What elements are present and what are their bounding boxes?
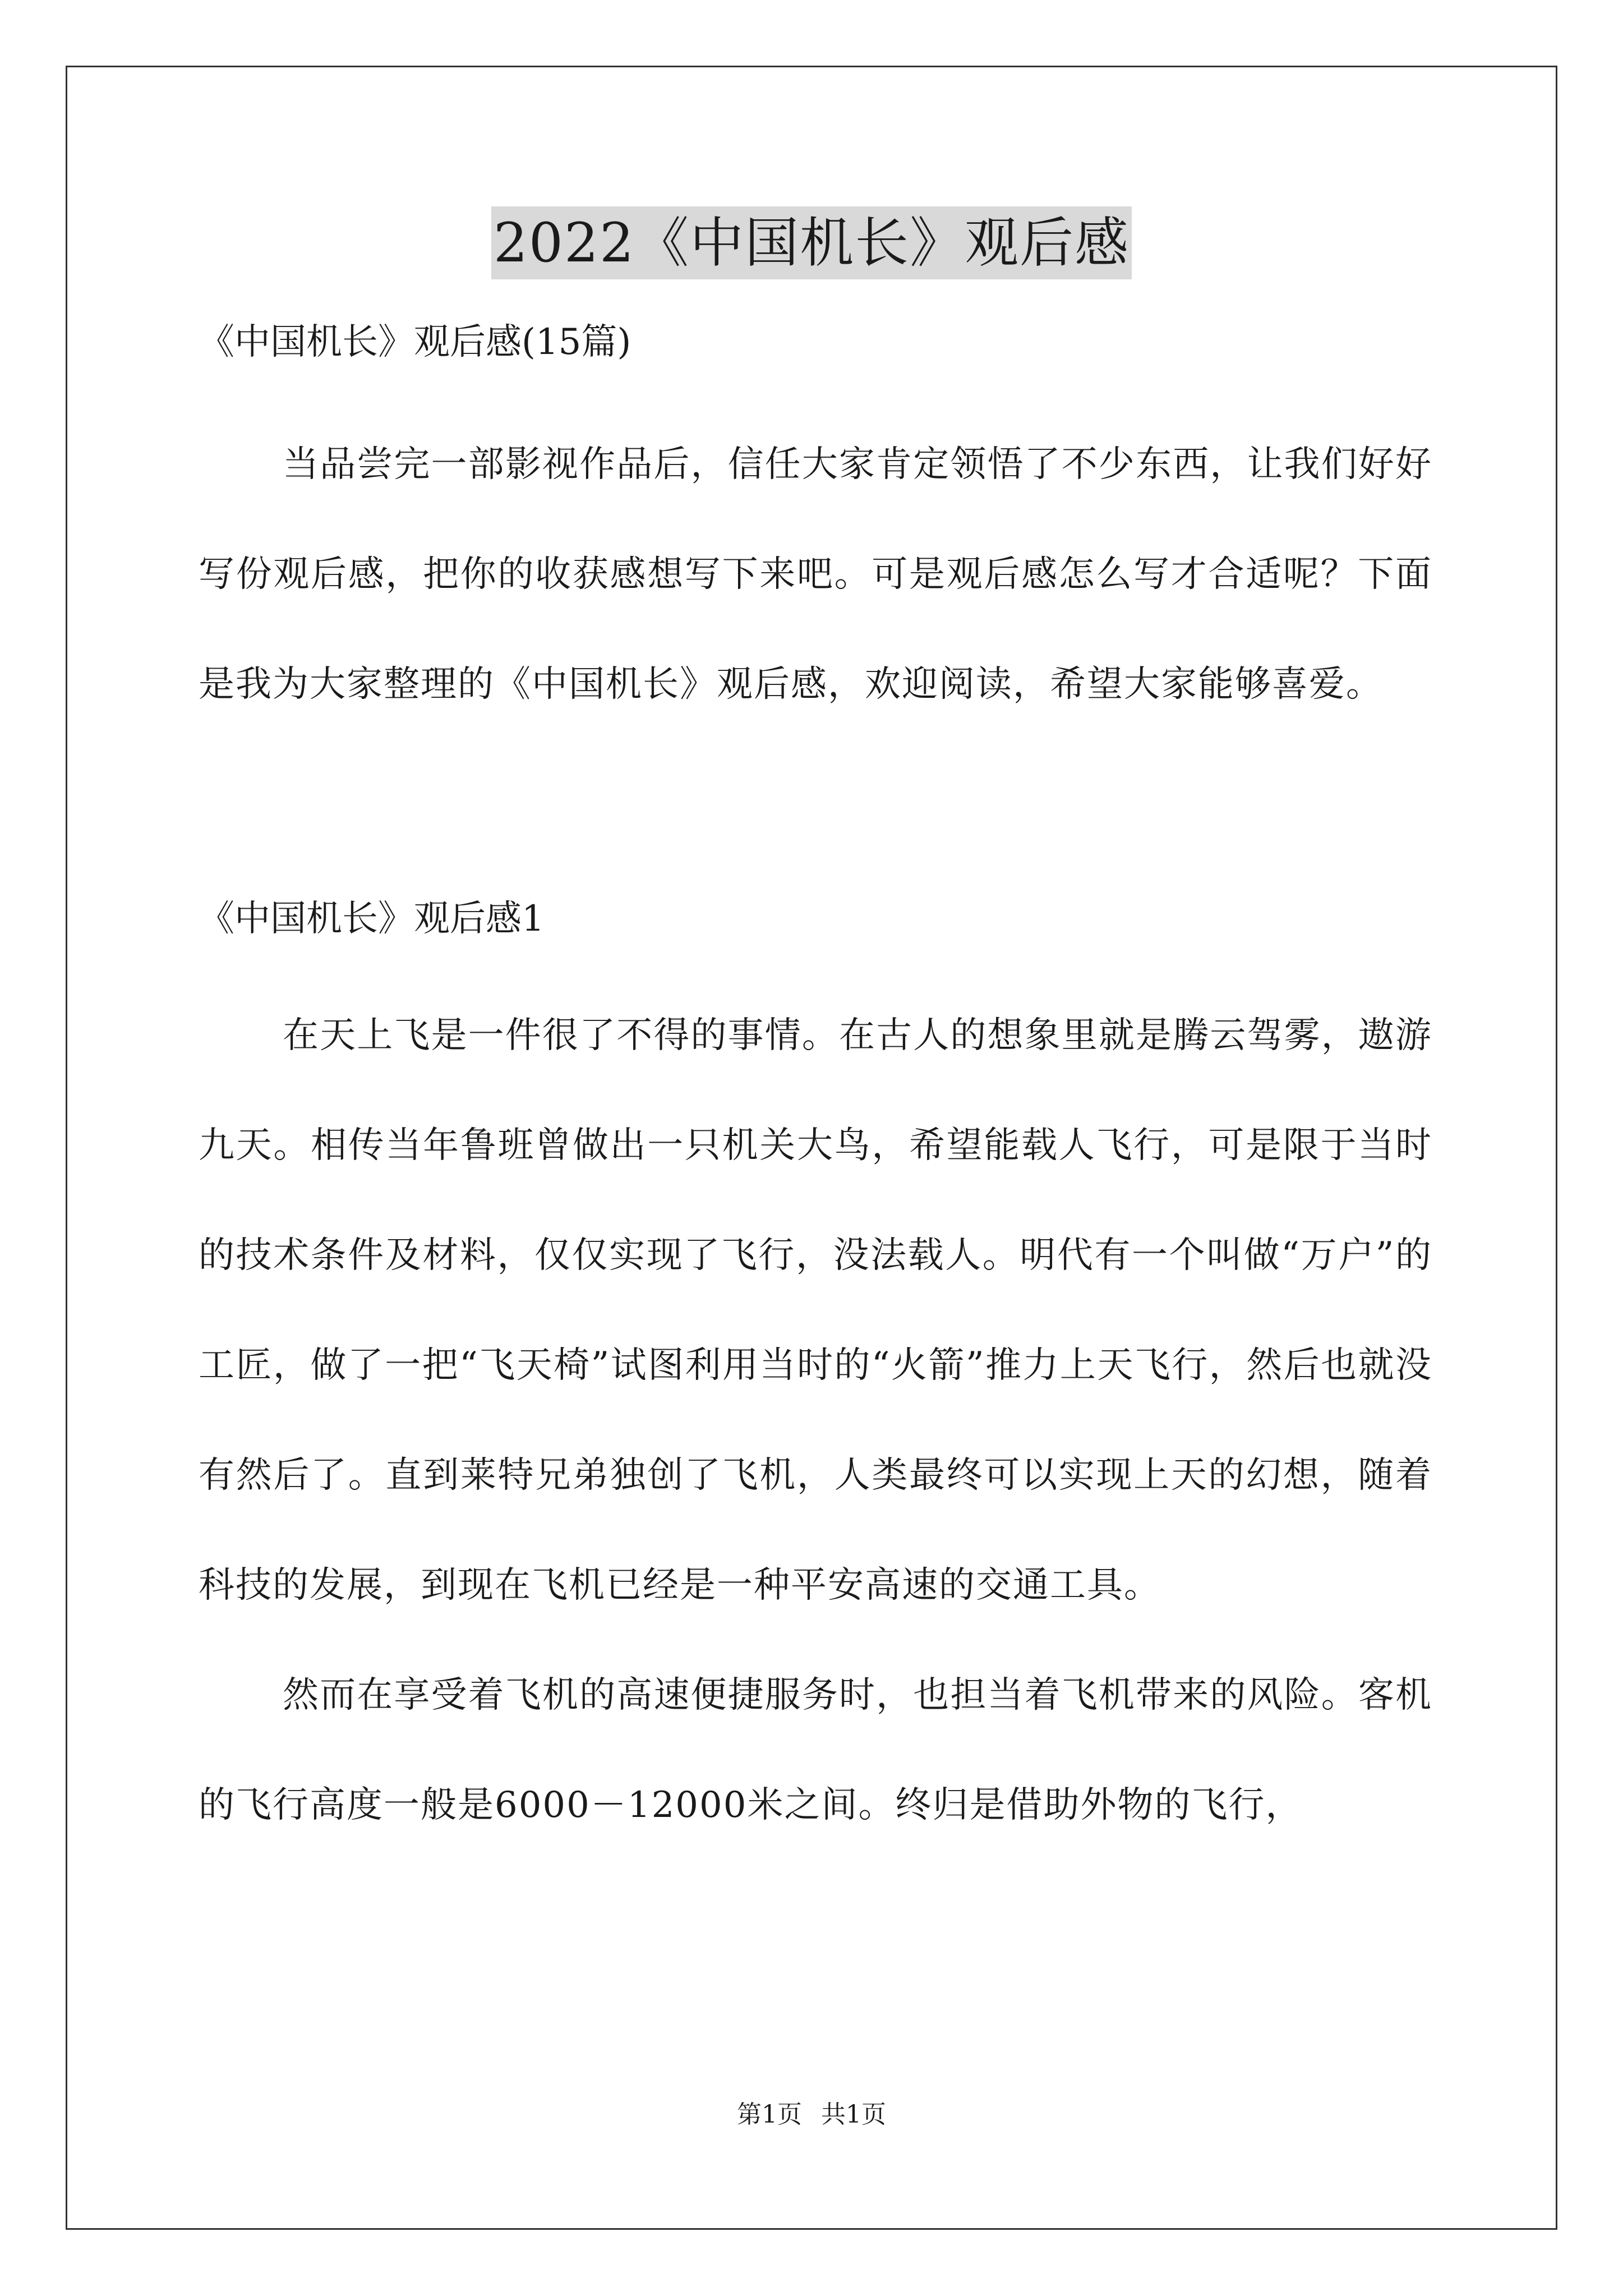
body-paragraph-2: 然而在享受着飞机的高速便捷服务时，也担当着飞机带来的风险。客机的飞行高度一般是6000－12000米之间。终归是借助外物的飞行， xyxy=(199,1674,1432,1826)
title-container xyxy=(0,206,1623,279)
document-subtitle: 《中国机长》观后感(15篇) xyxy=(199,321,631,363)
page-footer xyxy=(0,2098,1623,2132)
document-body xyxy=(199,314,1432,1860)
page-total: 共1页 xyxy=(821,2100,886,2129)
document-title: 2022《中国机长》观后感 xyxy=(491,206,1132,279)
body-paragraph-1: 在天上飞是一件很了不得的事情。在古人的想象里就是腾云驾雾，遨游九天。相传当年鲁班曾做出一只机关大鸟，希望能载人飞行，可是限于当时的技术条件及材料，仅仅实现了飞行，没法载人。明代有一个叫做“万户”的工匠，做了一把“飞天椅”试图利用当时的“火箭”推力上天飞行，然后也就没有然后了。直到莱特兄弟独创了飞机，人类最终可以实现上天的幻想，随着科技的发展，到现在飞机已经是一种平安高速的交通工具。 xyxy=(199,1015,1432,1606)
section-heading: 《中国机长》观后感1 xyxy=(199,898,545,940)
intro-paragraph: 当品尝完一部影视作品后，信任大家肯定领悟了不少东西，让我们好好写份观后感，把你的收获感想写下来吧。可是观后感怎么写才合适呢？下面是我为大家整理的《中国机长》观后感，欢迎阅读，希望大家能够喜爱。 xyxy=(199,444,1432,705)
page-number: 第1页 xyxy=(737,2100,802,2129)
